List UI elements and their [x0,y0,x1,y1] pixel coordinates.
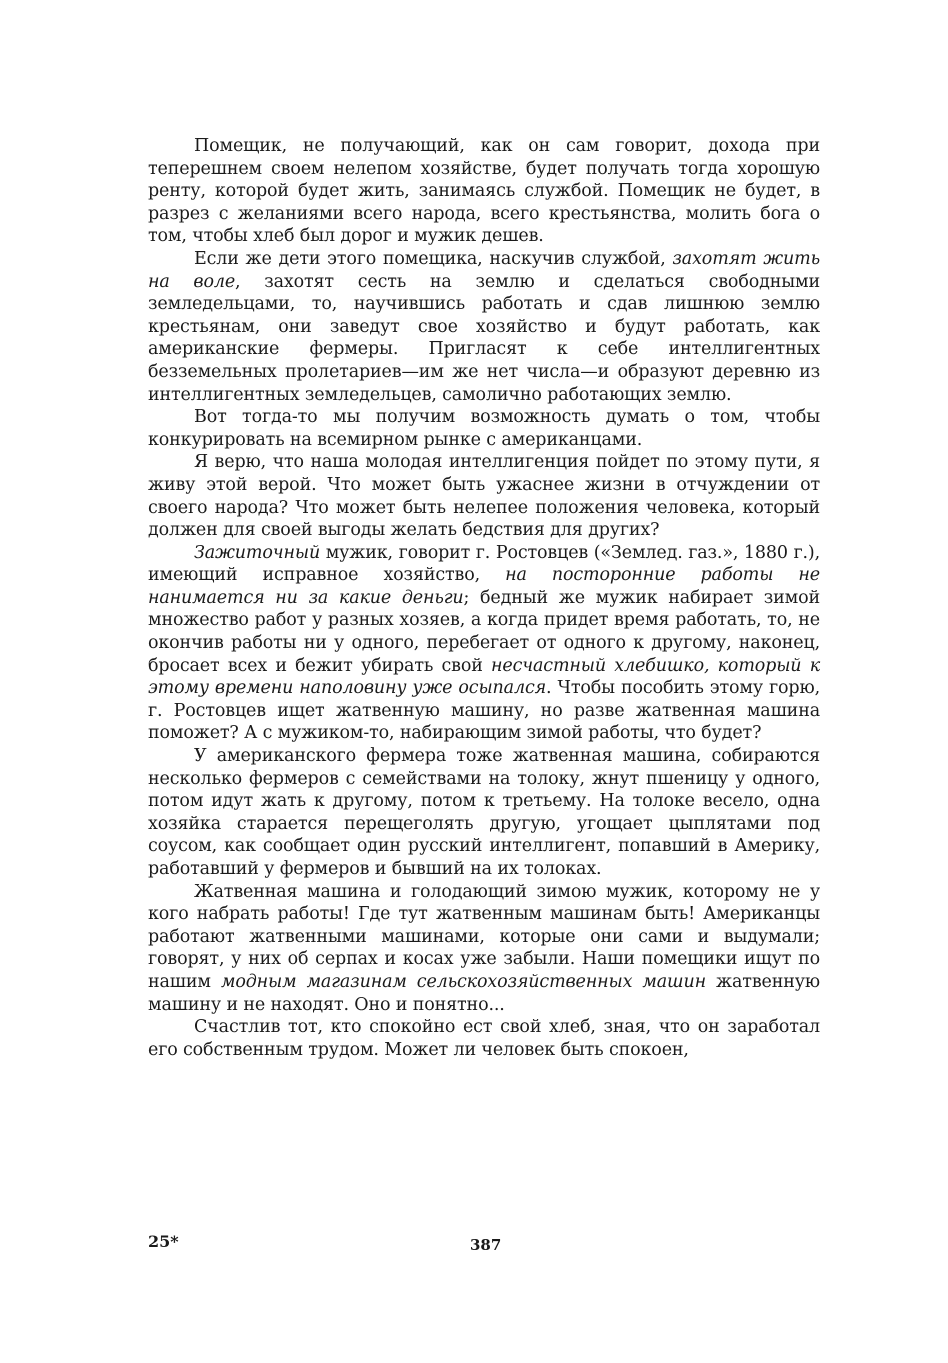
text-run: жатвенную машину и не находят. Оно и понятно... [148,971,820,1015]
text-run: Вот тогда-то мы получим возможность думать о том, чтобы конкурировать на всемирном рынке с американцами. [148,407,820,450]
text-run: ; бедный же мужик набирает зимой множество работ у разных хозяев, а когда придет время работать, то, не окончив работы ни у одного, перебегает от одного к другому, наконец, бросает всех и бежит убирать свой [148,587,820,676]
page-number: 387 [470,1236,502,1254]
italic-text: модным магазинам сельскохозяйственных машин [220,971,706,992]
text-run: Если же дети этого помещика, наскучив службой, [194,248,673,269]
paragraph [148,248,820,406]
italic-text: на посторонние работы не нанимается ни за какие деньги [148,565,820,608]
text-run: У американского фермера тоже жатвенная машина, собираются несколько фермеров с семействами на толоку, жнут пшеницу у одного, потом идут жать к другому, потом к третьему. На толоке весело, одна хозяйка старается перещеголять другую, угощает цыплятами под соусом, как сообщает один русский интеллигент, попавший в Америку, работавший у фермеров и бывший на их толоках. [148,746,820,879]
text-run: мужик, говорит г. Ростовцев («Землед. газ.», 1880 г.), имеющий исправное хозяйство, [148,542,820,586]
text-run: , захотят сесть на землю и сделаться свободными земледельцами, то, научившись работать и сдав лишнюю землю крестьянам, они заведут свое хозяйство и будут работать, как американские фермеры. Пригласят к себе интеллигентных безземельных пролетариев—им же нет числа—и образуют деревню из интеллигентных земледельцев, самолично работающих землю. [148,271,820,405]
paragraph [148,135,820,248]
printer-signature: 25* [148,1232,179,1251]
text-run: . Чтобы пособить этому горю, г. Ростовцев ищет жатвенную машину, но разве жатвенная машина поможет? А с мужиком-то, набирающим зимой работы, что будет? [148,678,820,744]
paragraph [148,542,820,745]
text-run: Я верю, что наша молодая интеллигенция пойдет по этому пути, я живу этой верой. Что может быть ужаснее жизни в отчуждении от своего народа? Что может быть нелепее положения человека, который должен для своей выгоды желать бедствия для других? [148,452,820,541]
text-run: Помещик, не получающий, как он сам говорит, дохода при теперешнем своем нелепом хозяйстве, будет получать тогда хорошую ренту, которой будет жить, занимаясь службой. Помещик не будет, в разрез с желаниями всего народа, всего крестьянства, молить бога о том, чтобы хлеб был дорог и мужик дешев. [148,136,820,247]
body-text [148,135,820,1061]
paragraph [148,745,820,881]
paragraph [148,451,820,541]
paragraph [148,881,820,1017]
text-run: Счастлив тот, кто спокойно ест свой хлеб, зная, что он заработал его собственным трудом. Может ли человек быть спокоен, [148,1017,820,1060]
italic-text: несчастный хлебишко, который к этому времени наполовину уже осыпался [148,655,820,699]
paragraph [148,406,820,451]
italic-text: Зажиточный [194,542,321,563]
paragraph [148,1016,820,1061]
text-run: Жатвенная машина и голодающий зимою мужик, которому не у кого набрать работы! Где тут жатвенным машинам быть! Американцы работают жатвенными машинами, которые они сами и выдумали; говорят, у них об серпах и косах уже забыли. Наши помещики ищут по нашим [148,881,820,992]
italic-text: захотят жить на воле [148,248,820,292]
